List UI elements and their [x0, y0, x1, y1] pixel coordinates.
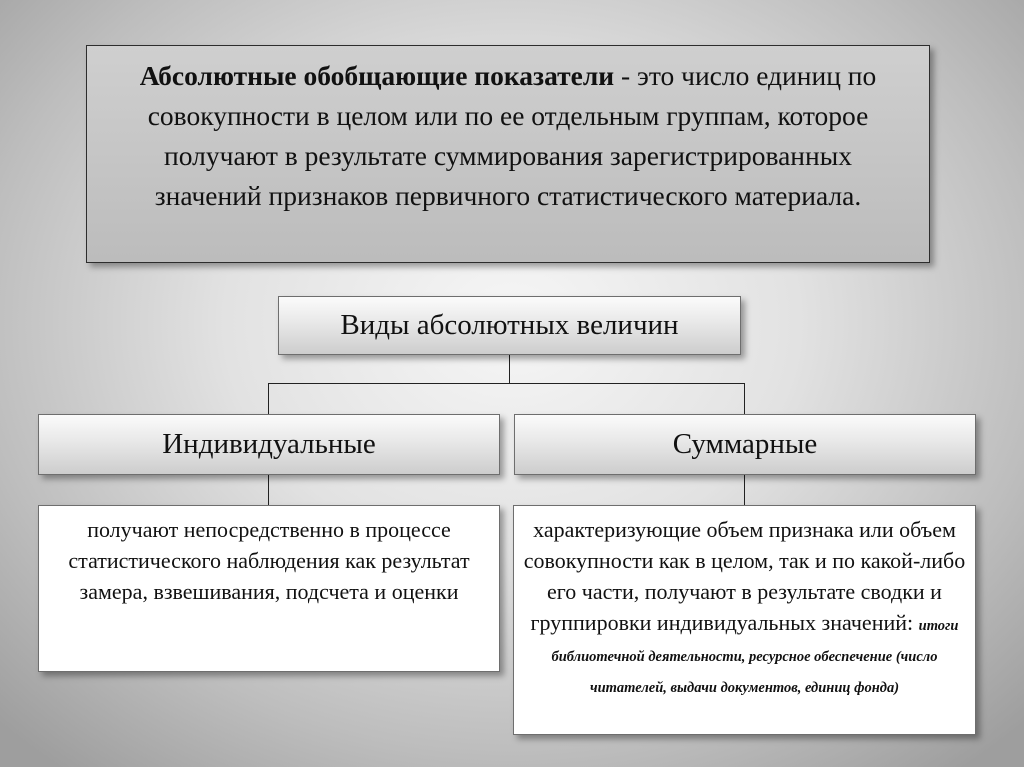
connector-horizontal — [268, 383, 745, 384]
summary-label: Суммарные — [672, 428, 818, 460]
summary-description-box — [513, 505, 976, 735]
types-title: Виды абсолютных величин — [340, 309, 679, 341]
connector-right-desc — [744, 475, 745, 505]
summary-examples: итоги библиотечной деятельности, ресурсное обеспечение (число читателей, выдачи документов, единиц фонда) — [551, 618, 959, 696]
summary-box — [514, 414, 976, 475]
connector-left-down — [268, 383, 269, 414]
summary-description: характеризующие объем признака или объем совокупности как в целом, так и по какой-либо его части, получают в результате сводки и группировки индивидуальных значений: — [523, 517, 966, 635]
definition-text: - это число единиц по совокупности в целом или по ее отдельным группам, которое получают в результате суммирования зарегистрированных значений признаков первичного статистического материала. — [147, 60, 877, 211]
types-title-box — [278, 296, 741, 355]
definition-term: Абсолютные обобщающие показатели — [139, 60, 615, 91]
connector-right-down — [744, 383, 745, 414]
individual-box — [38, 414, 500, 475]
individual-description: получают непосредственно в процессе статистического наблюдения как результат замера, взвешивания, подсчета и оценки — [68, 517, 470, 604]
individual-label: Индивидуальные — [162, 428, 376, 460]
definition-box — [86, 45, 930, 263]
connector-left-desc — [268, 475, 269, 505]
individual-description-box — [38, 505, 500, 672]
connector-trunk — [509, 355, 510, 384]
